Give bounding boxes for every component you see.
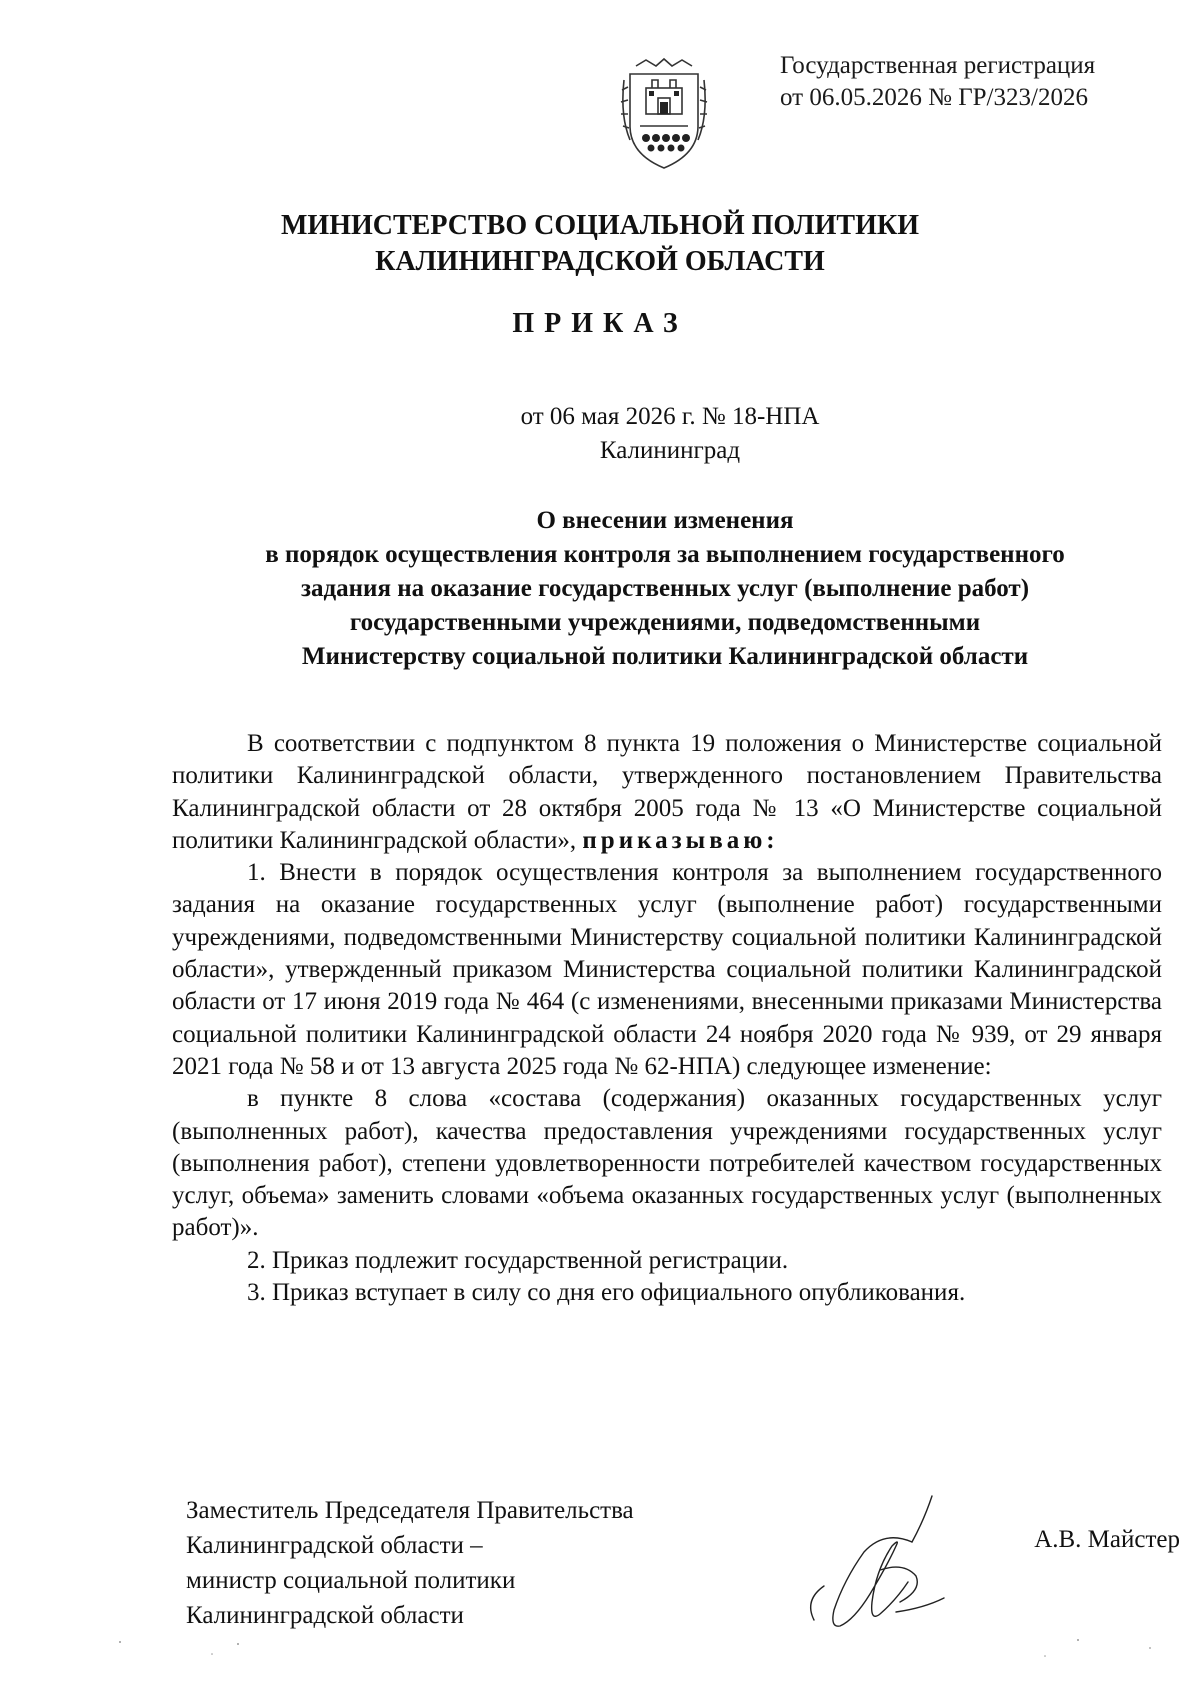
title-line: Министерству социальной политики Калининградской области [301,643,1029,670]
coat-of-arms-icon [616,56,712,174]
ministry-line-2: КАЛИНИНГРАДСКОЙ ОБЛАСТИ [375,246,825,277]
title-line: в порядок осуществления контроля за выполнением государственного [265,541,1065,568]
title-line: задания на оказание государственных услуг (выполнение работ) [300,575,1030,602]
signatory-name: А.В. Майстер [1034,1526,1180,1553]
preamble-text: В соответствии с подпунктом 8 пункта 19 положения о Министерстве социальной политики Калининградской области, утвержденного постановлением Правительства Калининградской области от 28 октября 2005 года № 13 «О Министерстве социальной политики Калининградской области», [172,730,1162,854]
item-2-paragraph: 2. Приказ подлежит государственной регистрации. [247,1246,789,1274]
order-date-number: от 06 мая 2026 г. № 18-НПА [520,403,820,430]
ministry-line-1: МИНИСТЕРСТВО СОЦИАЛЬНОЙ ПОЛИТИКИ [281,210,919,241]
order-body [172,728,1162,1309]
position-line: Калининградской области [186,1602,464,1629]
item-1-detail-paragraph: в пункте 8 слова «состава (содержания) оказанных государственных услуг (выполненных работ), качества предоставления учреждениями государственных услуг (выполнения работ), степени удовлетворенности потребителей качеством государственных услуг, объема» заменить словами «объема оказанных государственных услуг (выполненных работ)». [172,1085,1162,1242]
order-word: приказываю: [582,826,779,854]
item-3-paragraph: 3. Приказ вступает в силу со дня его официального опубликования. [247,1279,966,1307]
order-title [120,504,1200,674]
scan-specks [0,1600,1200,1660]
registration-line-1: Государственная регистрация [780,52,1096,79]
item-1-paragraph: 1. Внести в порядок осуществления контроля за выполнением государственного задания на оказание государственных услуг (выполнение работ) государственными учреждениями, подведомственными Министерству социальной политики Калининградской области», утвержденный приказом Министерства социальной политики Калининградской области от 17 июня 2019 года № 464 (с изменениями, внесенными приказами Министерства социальной политики Калининградской области 24 ноября 2020 года № 939, от 29 января 2021 года № 58 и от 13 августа 2025 года № 62-НПА) следующее изменение: [172,859,1162,1080]
order-city: Калининград [599,437,741,464]
preamble-paragraph [172,728,1162,857]
ministry-heading [0,208,1200,280]
position-line: министр социальной политики [186,1567,516,1594]
position-line: Заместитель Председателя Правительства [186,1497,634,1524]
title-line: государственными учреждениями, подведомственными [349,609,981,636]
position-line: Калининградской области – [186,1532,483,1559]
date-and-place [400,400,940,468]
title-line: О внесении изменения [536,507,794,534]
registration-stamp [780,50,1180,114]
registration-line-2: от 06.05.2026 № ГР/323/2026 [780,84,1088,111]
document-type: ПРИКАЗ [512,308,688,339]
